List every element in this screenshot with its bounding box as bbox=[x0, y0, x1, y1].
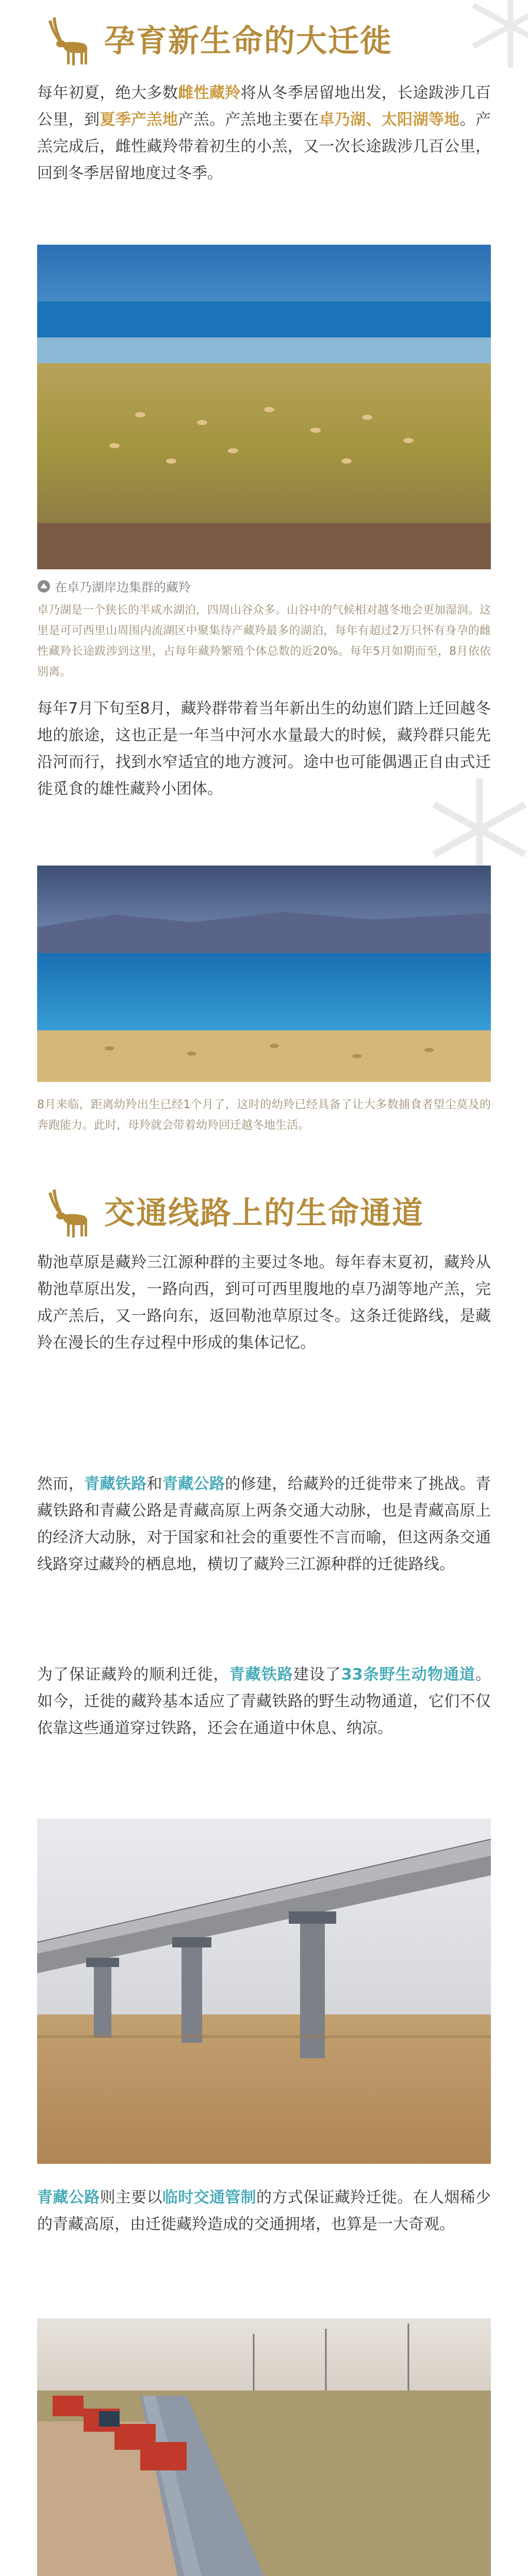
section-title: 交通线路上的生命通道 bbox=[104, 1195, 424, 1231]
photo-caption: 卓乃湖是一个狭长的半咸水湖泊，四周山谷众多。山谷中的气候相对越冬地会更加湿润。这里是可可西里山周围内流湖区中聚集待产藏羚最多的湖泊，每年有超过2万只怀有身孕的雌性藏羚长途跋涉到这里，占每年藏羚繁殖个体总数的近20%。每年5月如期而至，8月依依别离。 bbox=[37, 604, 491, 679]
photo-caption: 8月来临，距离幼羚出生已经1个月了，这时的幼羚已经具备了让大多数捕食者望尘莫及的奔跑能力。此时，母羚就会带着幼羚回迁越冬地生活。 bbox=[37, 1098, 491, 1132]
railway-paragraph: 然而，青藏铁路和青藏公路的修建，给藏羚的迁徙带来了挑战。青藏铁路和青藏公路是青藏高原上两条交通大动脉，也是青藏高原上的经济大动脉，对于国家和社会的重要性不言而喻，但这两条交通线路穿过藏羚的栖息地，横切了藏羚三江源种群的迁徙路线。 bbox=[37, 1475, 491, 1573]
wildlife-passage-paragraph: 为了保证藏羚的顺利迁徙，青藏铁路建设了33条野生动物通道。如今，迁徙的藏羚基本适应了青藏铁路的野生动物通道，它们不仅依靠这些通道穿过铁路，还会在通道中休息、纳凉。 bbox=[37, 1666, 491, 1737]
section-title: 孕育新生命的大迁徙 bbox=[104, 23, 392, 59]
photo-caption-title: 在卓乃湖岸边集群的藏羚 bbox=[37, 577, 491, 595]
antelope-icon bbox=[37, 8, 99, 70]
highway-paragraph: 青藏公路则主要以临时交通管制的方式保证藏羚迁徙。在人烟稀少的青藏高原，由迁徙藏羚造成的交通拥堵，也算是一大奇观。 bbox=[37, 2189, 491, 2233]
migration-paragraph: 每年7月下旬至8月，藏羚群带着当年新出生的幼崽们踏上迁回越冬地的旅途，这也正是一年当中河水水量最大的时候，藏羚群只能先沿河而行，找到水窄适宜的地方渡河。途中也可能偶遇正自由式迁徙觅食的雄性藏羚小团体。 bbox=[37, 700, 491, 798]
intro-paragraph: 每年初夏，绝大多数雌性藏羚将从冬季居留地出发，长途跋涉几百公里，到夏季产羔地产羔。产羔地主要在卓乃湖、太阳湖等地。产羔完成后，雌性藏羚带着初生的小羔，又一次长途跋涉几百公里，回到冬季居留地度过冬季。 bbox=[37, 84, 491, 182]
caret-up-icon bbox=[37, 580, 51, 593]
winter-ground-paragraph: 勒池草原是藏羚三江源种群的主要过冬地。每年春末夏初，藏羚从勒池草原出发，一路向西，到可可西里腹地的卓乃湖等地产羔，完成产羔后，又一路向东，返回勒池草原过冬。这条迁徙路线，是藏羚在漫长的生存过程中形成的集体记忆。 bbox=[37, 1253, 491, 1352]
lake-panorama-photo bbox=[37, 866, 491, 1082]
antelope-lake-photo bbox=[37, 245, 491, 569]
section-heading bbox=[37, 5, 392, 72]
snowflake-icon bbox=[464, 0, 528, 72]
antelope-icon bbox=[37, 1180, 99, 1242]
highway-traffic-photo bbox=[37, 2318, 491, 2576]
section-heading bbox=[37, 1177, 424, 1244]
railway-bridge-photo bbox=[37, 1819, 491, 2164]
